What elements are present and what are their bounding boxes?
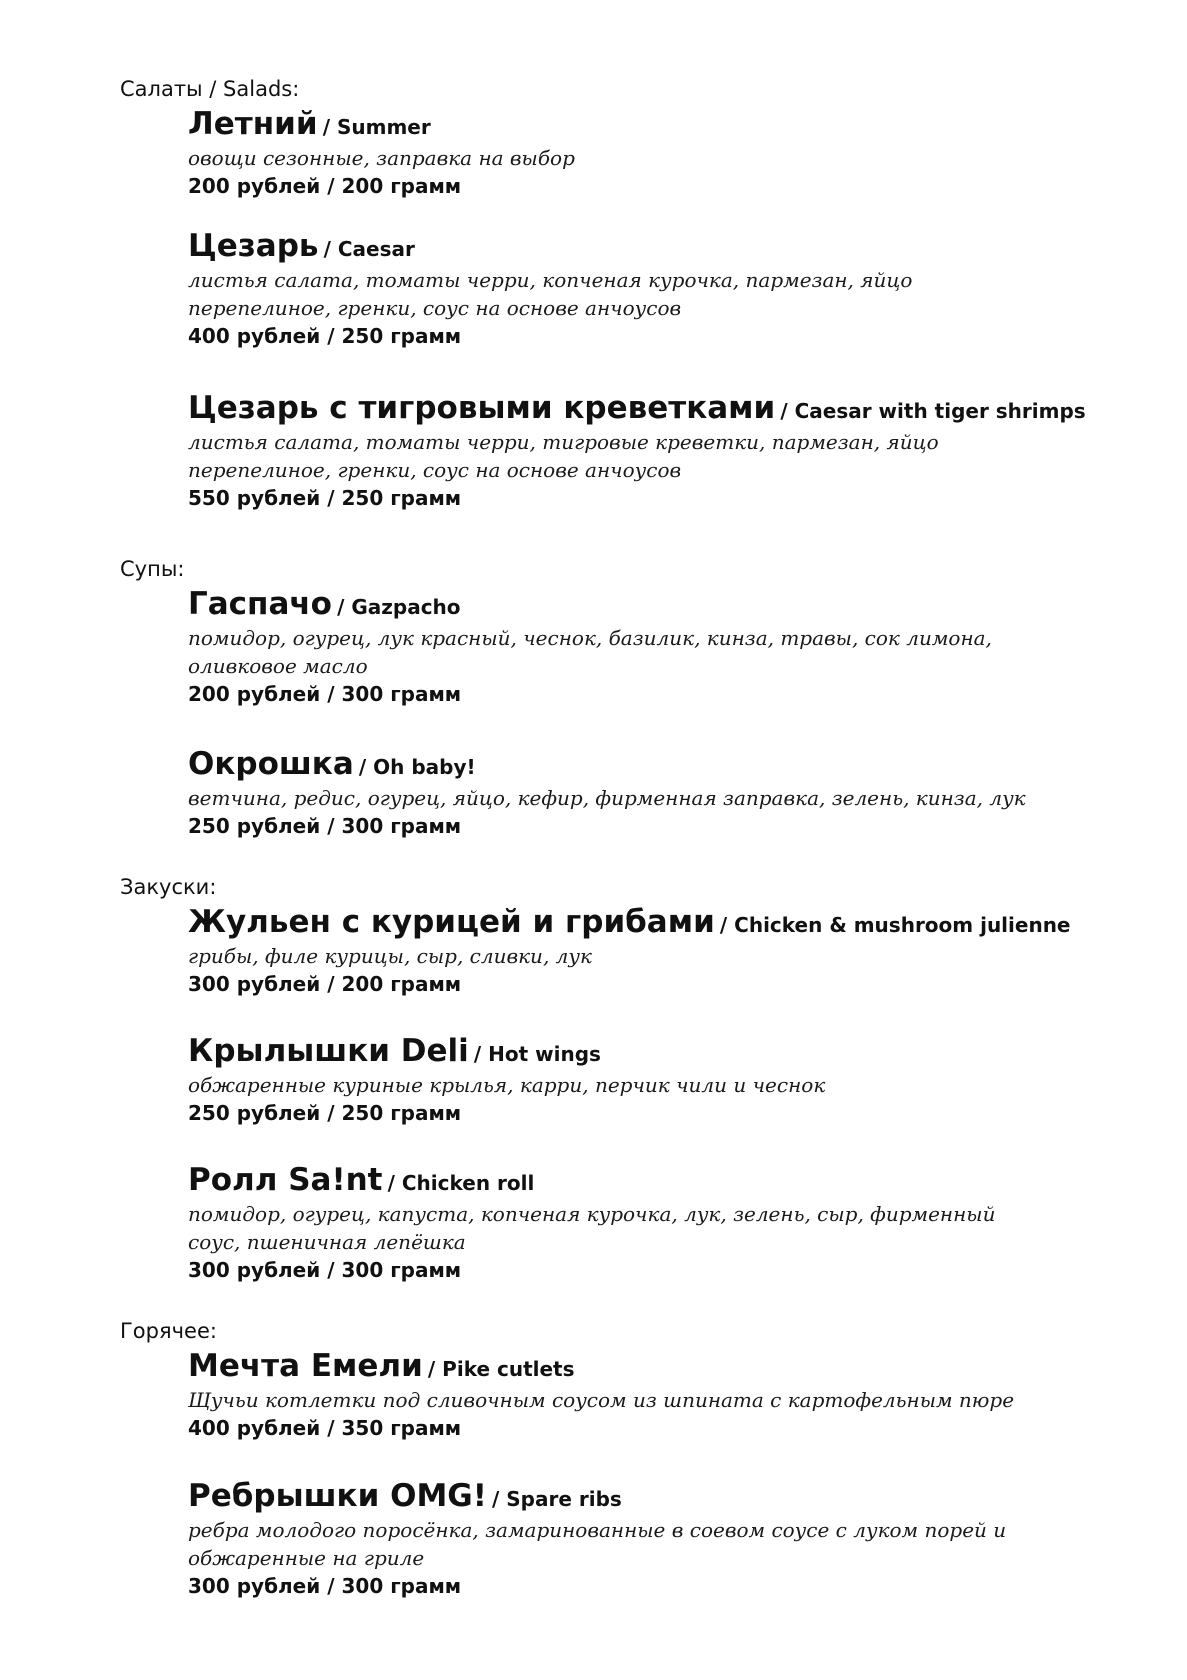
item-title [188,388,1148,428]
item-price: 300 рублей / 200 грамм [188,972,462,996]
menu-item [188,902,1148,998]
item-name-ru: Ребрышки OMG! [188,1478,487,1514]
section-soups [120,556,1120,582]
item-title [188,226,1148,266]
item-description: листья салата, томаты черри, тигровые креветки, пармезан, яйцо перепелиное, гренки, соус на основе анчоусов [188,430,939,482]
item-price: 200 рублей / 200 грамм [188,174,462,198]
menu-item [188,1031,1148,1127]
item-description: ребра молодого поросёнка, замаринованные в соевом соусе с луком порей и обжаренные на гриле [188,1518,1007,1570]
item-name-en: / Hot wings [473,1042,601,1066]
item-name-en: / Spare ribs [491,1487,622,1511]
menu-item [188,744,1148,840]
item-title [188,1031,1148,1071]
item-description: Щучьи котлетки под сливочным соусом из шпината с картофельным пюре [188,1388,1015,1412]
item-name-ru: Цезарь с тигровыми креветками [188,390,776,426]
item-price: 200 рублей / 300 грамм [188,682,462,706]
item-name-ru: Летний [188,106,318,142]
menu-item [188,1476,1148,1600]
menu-item [188,226,1148,350]
menu-item [188,1346,1148,1442]
item-description: грибы, филе курицы, сыр, сливки, лук [188,944,592,968]
menu-item [188,104,1148,200]
item-price: 300 рублей / 300 грамм [188,1574,462,1598]
item-name-ru: Гаспачо [188,586,332,622]
item-price: 400 рублей / 350 грамм [188,1416,462,1440]
item-name-ru: Ролл Sa!nt [188,1162,383,1198]
section-title: Салаты / Salads: [120,77,300,101]
item-title [188,1476,1148,1516]
section-title: Закуски: [120,875,217,899]
item-name-ru: Мечта Емели [188,1348,423,1384]
item-description: листья салата, томаты черри, копченая курочка, пармезан, яйцо перепелиное, гренки, соус на основе анчоусов [188,268,913,320]
item-name-en: / Pike cutlets [427,1357,575,1381]
item-title [188,104,1148,144]
item-name-ru: Жульен с курицей и грибами [188,904,715,940]
item-name-en: / Chicken & mushroom julienne [719,913,1071,937]
item-title [188,902,1148,942]
menu-item [188,1160,1148,1284]
item-description: помидор, огурец, капуста, копченая курочка, лук, зелень, сыр, фирменный соус, пшеничная лепёшка [188,1202,996,1254]
item-description: обжаренные куриные крылья, карри, перчик чили и чеснок [188,1073,826,1097]
item-title [188,1346,1148,1386]
section-title: Супы: [120,557,185,581]
item-name-en: / Chicken roll [387,1171,535,1195]
item-name-en: / Caesar with tiger shrimps [780,399,1086,423]
item-price: 400 рублей / 250 грамм [188,324,462,348]
menu-item [188,388,1148,512]
item-description: помидор, огурец, лук красный, чеснок, базилик, кинза, травы, сок лимона, оливковое масло [188,626,992,678]
section-title: Горячее: [120,1319,217,1343]
item-price: 550 рублей / 250 грамм [188,486,462,510]
item-price: 300 рублей / 300 грамм [188,1258,462,1282]
item-name-en: / Summer [322,115,431,139]
item-name-ru: Цезарь [188,228,319,264]
item-name-en: / Oh baby! [358,755,476,779]
item-name-ru: Окрошка [188,746,354,782]
item-title [188,584,1148,624]
item-title [188,744,1148,784]
section-salads [120,76,1120,102]
item-name-ru: Крылышки Deli [188,1033,469,1069]
item-title [188,1160,1148,1200]
item-description: овощи сезонные, заправка на выбор [188,146,575,170]
item-name-en: / Caesar [323,237,415,261]
item-description: ветчина, редис, огурец, яйцо, кефир, фирменная заправка, зелень, кинза, лук [188,786,1026,810]
section-hot-dishes [120,1318,1120,1344]
item-price: 250 рублей / 300 грамм [188,814,462,838]
item-name-en: / Gazpacho [337,595,461,619]
item-price: 250 рублей / 250 грамм [188,1101,462,1125]
section-appetizers [120,874,1120,900]
menu-item [188,584,1148,708]
